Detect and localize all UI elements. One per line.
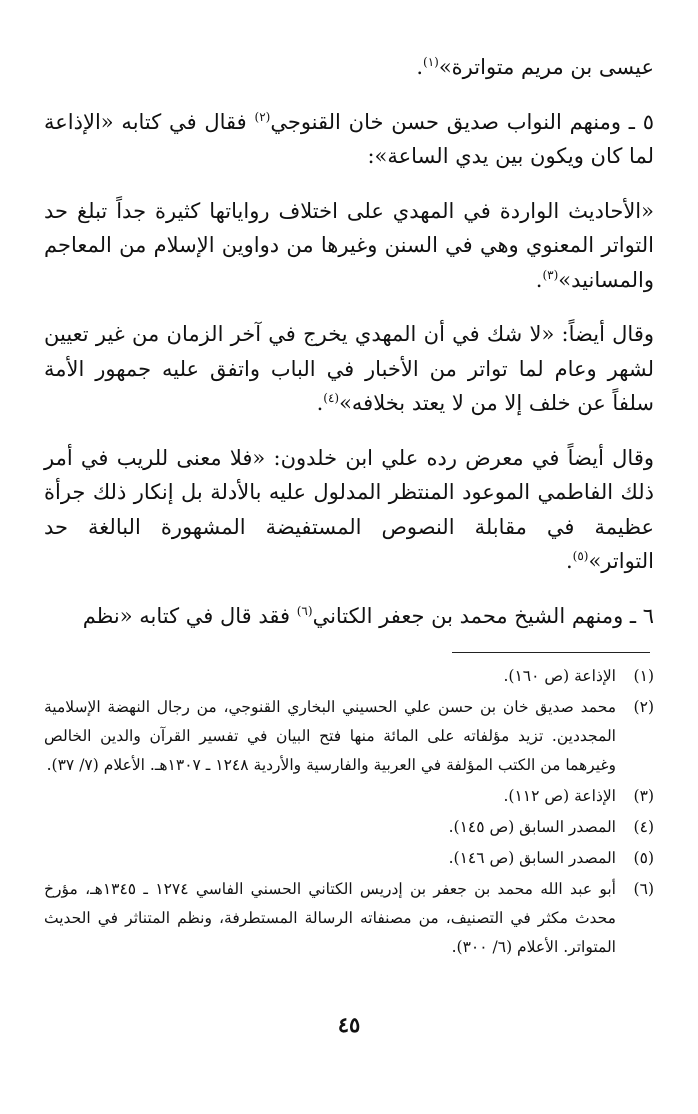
footnote-ref-1: (١) [423,55,439,69]
footnote-ref-5: (٥) [572,549,589,563]
footnote-ref-3: (٣) [542,267,559,282]
footnote-number: (٤) [633,818,654,836]
main-text [44,50,654,633]
footnote-item [44,693,654,780]
paragraph-4 [44,317,654,421]
footnote-divider [452,652,650,653]
footnote-item [44,875,654,962]
footnote-text: الإذاعة (ص ١١٢). [503,787,616,805]
paragraph-6 [44,599,654,634]
paragraph-3-end: . [535,267,543,292]
footnote-number: (٣) [633,787,654,805]
paragraph-6-text-b: فقد قال في كتابه «نظم [82,603,297,628]
footnote-text: محمد صديق خان بن حسن علي الحسيني البخاري القنوجي، من رجال النهضة الإسلامية المجددين. تزيد مؤلفاته على المائة منها فتح البيان في تفسير القرآن والدين الخالص وغيرهما من الكتب المؤلفة في العربية والفارسية والأردية ١٢٤٨ ـ ١٣٠٧هـ. الأعلام (٧/ ٣٧). [44,698,616,774]
paragraph-4-end: . [316,391,324,415]
footnote-number: (٥) [633,849,654,867]
page-number: ٤٥ [337,1012,361,1037]
paragraph-3-text: «الأحاديث الواردة في المهدي على اختلاف رواياتها كثيرة جداً تبلغ حد التواتر المعنوي وهي في السنن وغيرها من دواوين الإسلام من المعاجم والمسانيد» [44,198,654,292]
footnote-text: المصدر السابق (ص ١٤٥). [448,818,616,836]
footnote-text: أبو عبد الله محمد بن جعفر بن إدريس الكتاني الحسني الفاسي ١٢٧٤ ـ ١٣٤٥هـ، مؤرخ محدث مكثر في التصنيف، من مصنفاته الرسالة المستطرفة، ونظم المتناثر في الحديث المتواتر. الأعلام (٦/ ٣٠٠). [44,880,616,956]
paragraph-6-text-a: ٦ ـ ومنهم الشيخ محمد بن جعفر الكتاني [312,603,654,628]
footnote-text: المصدر السابق (ص ١٤٦). [448,849,616,867]
footnote-number: (٢) [633,698,654,716]
footnote-item [44,662,654,691]
paragraph-2-text-b: فقال في كتابه «الإذاعة لما كان ويكون بين يدي الساعة»: [44,109,654,168]
paragraph-1-end: . [416,55,423,79]
footnote-item [44,813,654,842]
paragraph-1 [44,50,654,85]
paragraph-2 [44,105,654,174]
footnote-item [44,844,654,873]
paragraph-1-text: عيسى بن مريم متواترة» [438,55,654,79]
footnote-number: (٦) [633,880,654,898]
paragraph-3 [44,194,654,298]
paragraph-5-text: وقال أيضاً في معرض رده علي ابن خلدون: «فلا معنى للريب في أمر ذلك الفاطمي الموعود المنتظر المدلول عليه بالأدلة بل إنكار ذلك جرأة عظيمة في مقابلة النصوص المستفيضة المشهورة البالغة حد التواتر» [44,445,654,573]
footnote-ref-2: (٢) [254,109,271,124]
footnote-ref-6: (٦) [296,603,313,618]
footnote-text: الإذاعة (ص ١٦٠). [503,667,616,685]
paragraph-5-end: . [565,549,573,573]
paragraph-2-text-a: ٥ ـ ومنهم النواب صديق حسن خان القنوجي [270,109,654,134]
paragraph-4-text: وقال أيضاً: «لا شك في أن المهدي يخرج في آخر الزمان من غير تعيين لشهر وعام لما تواتر من الأخبار في الباب واتفق عليه جمهور الأمة سلفاً عن خلف إلا من لا يعتد بخلافه» [44,322,654,415]
footnote-ref-4: (٤) [323,391,340,405]
footnote-item [44,782,654,811]
footnote-number: (١) [633,667,654,685]
footnotes [44,662,654,964]
paragraph-5 [44,441,654,579]
